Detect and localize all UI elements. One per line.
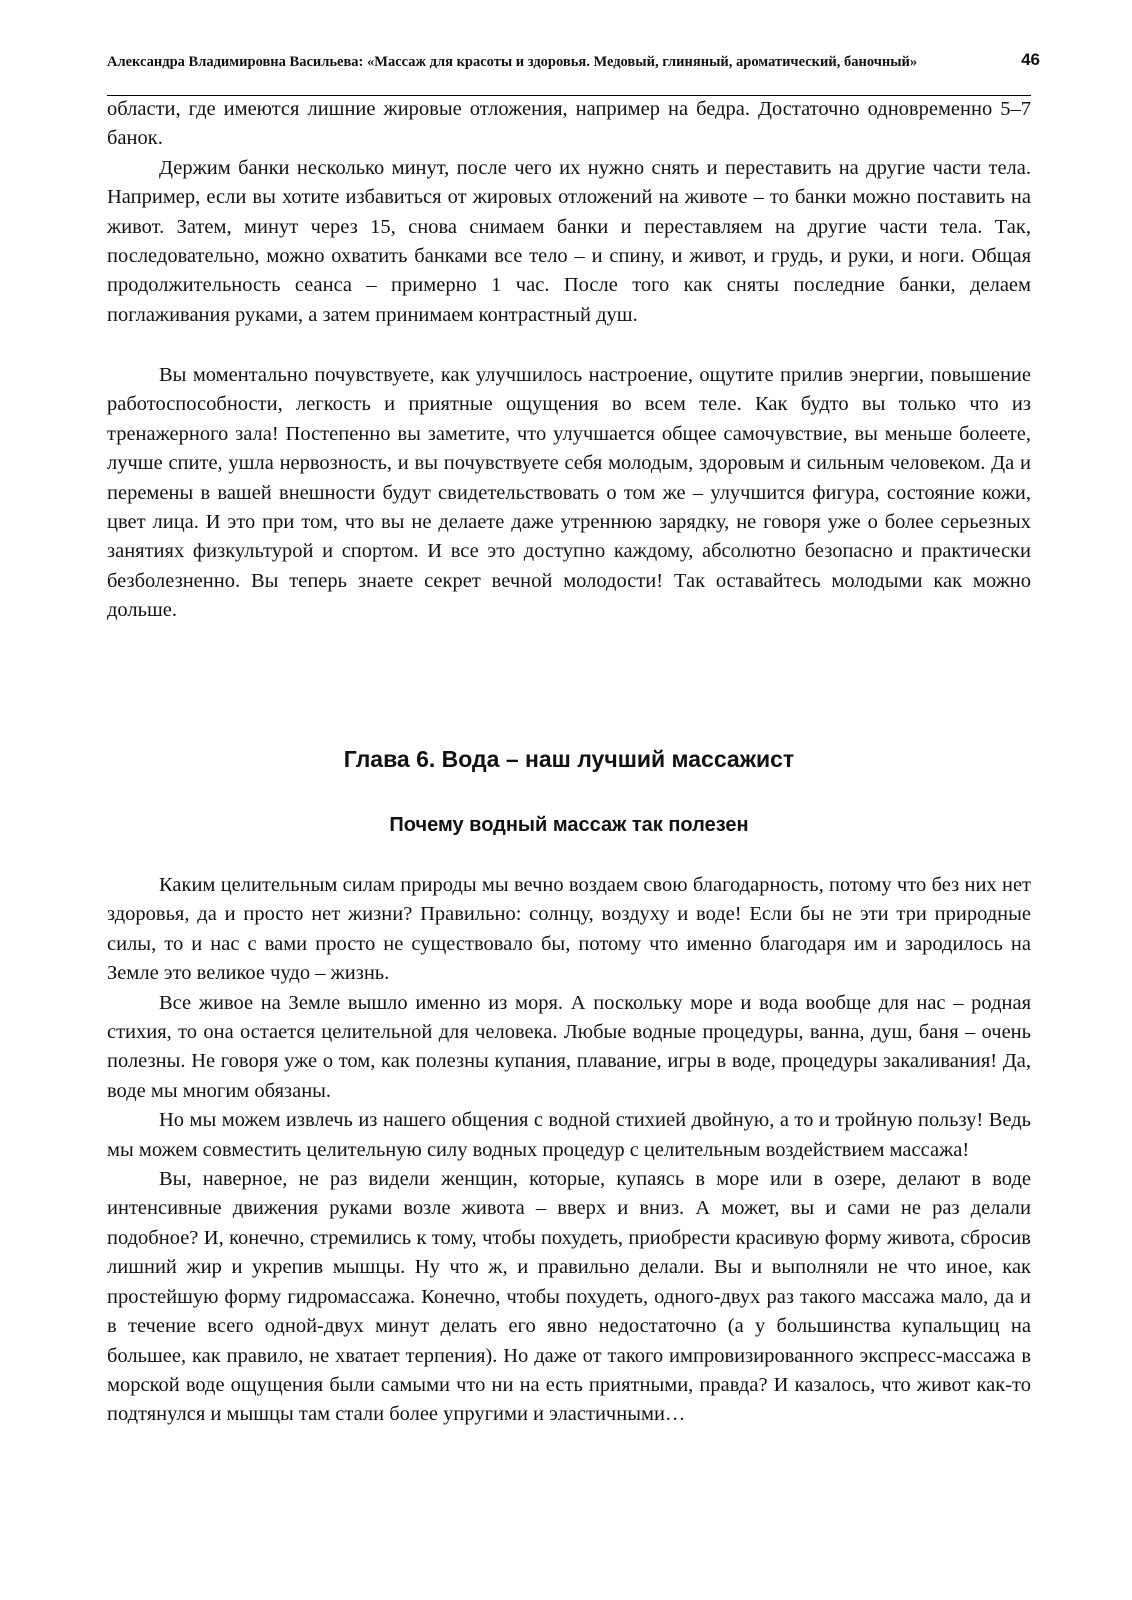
paragraph: Вы моментально почувствуете, как улучшилось настроение, ощутите прилив энергии, повышение работоспособности, легкость и приятные ощущения во всем теле. Как будто вы только что из тренажерного зала! Постепенно вы заметите, что улучшается общее самочувствие, вы меньше болеете, лучше спите, ушла нервозность, и вы почувствуете себя молодым, здоровым и сильным человеком. Да и перемены в вашей внешности будут свидетельствовать о том же – улучшится фигура, состояние кожи, цвет лица. И это при том, что вы не делаете даже утреннюю зарядку, не говоря уже о более серьезных занятиях физкультурой и спортом. И все это доступно каждому, абсолютно безопасно и практически безболезненно. Вы теперь знаете секрет вечной молодости! Так оставайтесь молодыми как можно дольше. xyxy=(107,364,1031,622)
section-title: Почему водный массаж так полезен xyxy=(389,814,749,836)
text-block-chapter xyxy=(107,871,1031,1430)
page-number: 46 xyxy=(1021,50,1040,69)
paragraph: области, где имеются лишние жировые отложения, например на бедра. Достаточно одновременно 5–7 банок. xyxy=(107,98,1031,150)
running-header: Александра Владимировна Васильева: «Массаж для красоты и здоровья. Медовый, глиняный, ароматический, баночный» xyxy=(107,54,918,70)
paragraph: Держим банки несколько минут, после чего их нужно снять и переставить на другие части тела. Например, если вы хотите избавиться от жировых отложений на животе – то банки можно поставить на живот. Затем, минут через 15, снова снимаем банки и переставляем на другие части тела. Так, последовательно, можно охватить банками все тело – и спину, и живот, и грудь, и руки, и ноги. Общая продолжительность сеанса – примерно 1 час. После того как сняты последние банки, делаем поглаживания руками, а затем принимаем контрастный душ. xyxy=(107,156,1031,326)
paragraph: Все живое на Земле вышло именно из моря. А поскольку море и вода вообще для нас – родная стихия, то она остается целительной для человека. Любые водные процедуры, ванна, душ, баня – очень полезны. Не говоря уже о том, как полезны купания, плавание, игры в воде, процедуры закаливания! Да, воде мы многим обязаны. xyxy=(107,991,1031,1102)
text-block-continuation xyxy=(107,95,1031,330)
chapter-title: Глава 6. Вода – наш лучший массажист xyxy=(343,746,795,772)
paragraph: Но мы можем извлечь из нашего общения с водной стихией двойную, а то и тройную пользу! Ведь мы можем совместить целительную силу водных процедур с целительным воздействием массажа! xyxy=(107,1109,1031,1161)
paragraph: Вы, наверное, не раз видели женщин, которые, купаясь в море или в озере, делают в воде интенсивные движения руками возле живота – вверх и вниз. А может, вы и сами не раз делали подобное? И, конечно, стремились к тому, чтобы похудеть, приобрести красивую форму живота, сбросив лишний жир и укрепив мышцы. Ну что ж, и правильно делали. Вы и выполняли не что иное, как простейшую форму гидромассажа. Конечно, чтобы похудеть, одного-двух раз такого массажа мало, да и в течение всего одной-двух минут делать его явно недостаточно (а у большинства купальщиц на большее, как правило, не хватает терпения). Но даже от такого импровизированного экспресс-массажа в морской воде ощущения были самыми что ни на есть приятными, правда? И казалось, что живот как-то подтянулся и мышцы там стали более упругими и эластичными… xyxy=(107,1168,1031,1426)
text-block-conclusion xyxy=(107,361,1031,626)
paragraph: Каким целительным силам природы мы вечно воздаем свою благодарность, потому что без них нет здоровья, да и просто нет жизни? Правильно: солнцу, воздуху и воде! Если бы не эти три природные силы, то и нас с вами просто не существовало бы, потому что именно благодаря им и зародилось на Земле это великое чудо – жизнь. xyxy=(107,874,1031,985)
